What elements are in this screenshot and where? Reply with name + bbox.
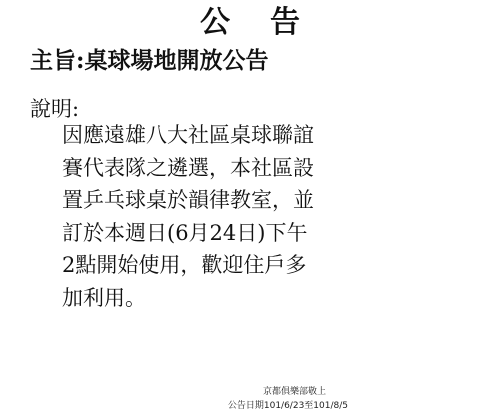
notice-footer	[228, 385, 348, 413]
body-line: 置乒乓球桌於韻律教室，並	[62, 188, 314, 212]
notice-subject: 主旨:桌球場地開放公告	[30, 47, 269, 74]
posting-period: 公告日期101/6/23至101/8/5	[227, 401, 348, 411]
issuer-signature: 京都俱樂部敬上	[262, 387, 326, 397]
body-line: 因應遠雄八大社區桌球聯誼	[62, 123, 314, 147]
body-line: 訂於本週日(6月24日)下午	[62, 220, 308, 245]
body-line: 2點開始使用，歡迎住戶多	[62, 253, 307, 277]
explanation-label: 說明:	[30, 97, 80, 121]
notice-title: 公告	[200, 5, 340, 40]
body-line: 賽代表隊之遴選，本社區設	[62, 155, 314, 180]
body-line: 加利用。	[62, 285, 146, 310]
notice-body	[62, 119, 332, 314]
